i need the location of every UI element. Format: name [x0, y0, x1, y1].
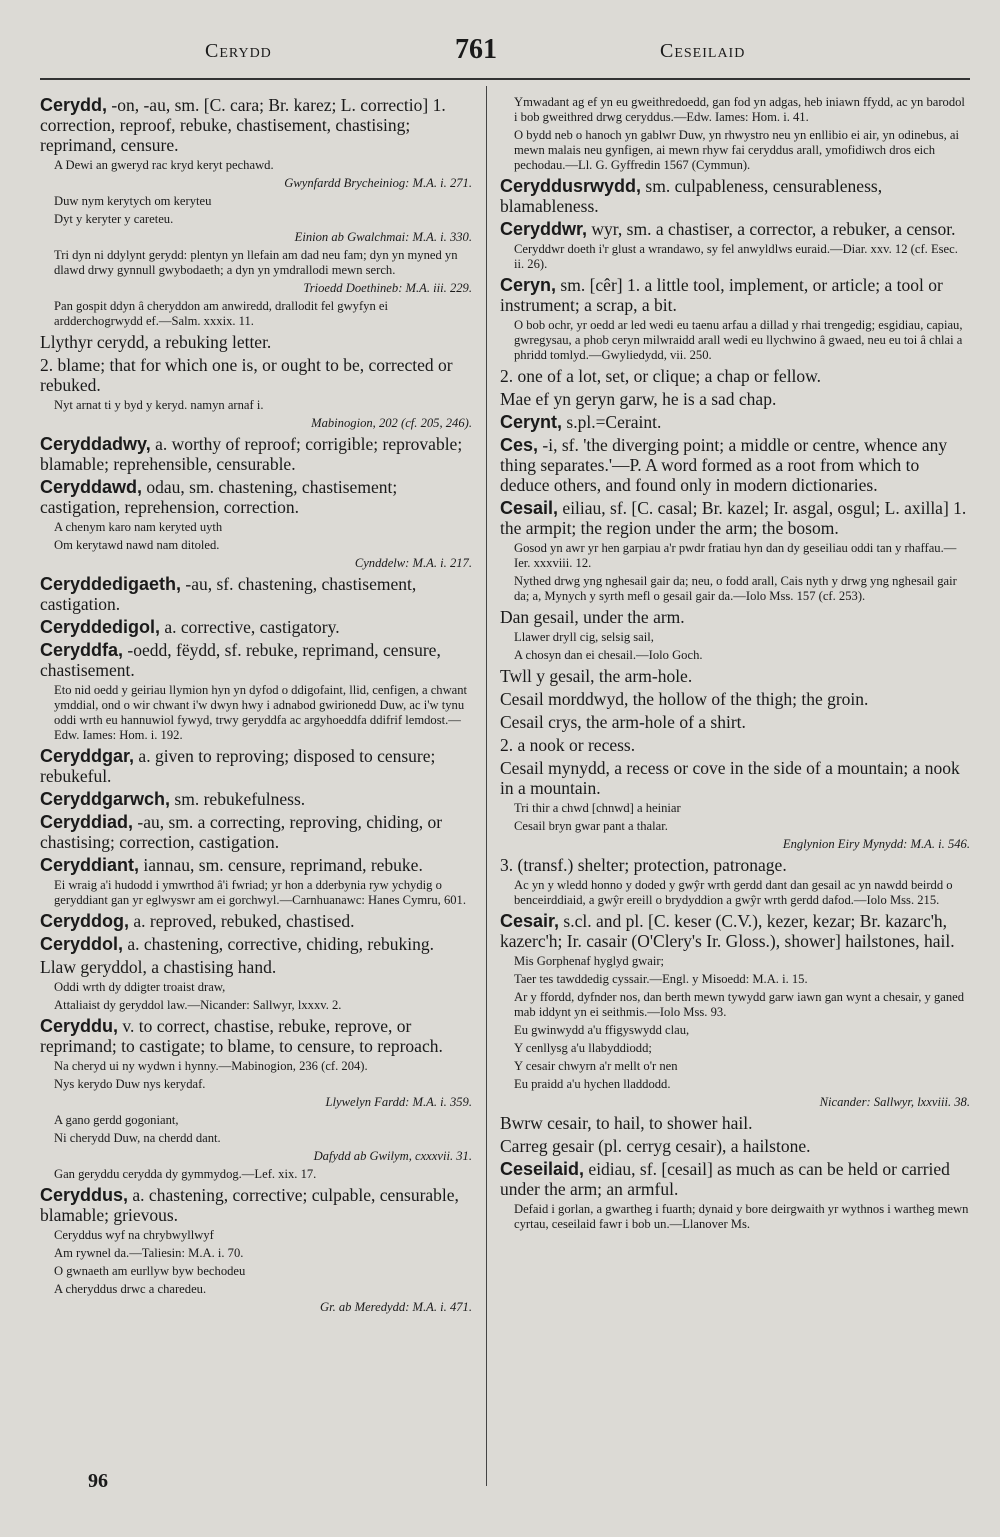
quotation: Nys kerydo Duw nys kerydaf.	[54, 1077, 206, 1091]
citation: Gwynfardd Brycheiniog: M.A. i. 271.	[284, 176, 472, 190]
citation: Dafydd ab Gwilym, cxxxvii. 31.	[313, 1149, 472, 1163]
headword: Ceryddwr,	[500, 219, 588, 239]
headword: Ceseilaid,	[500, 1159, 585, 1179]
entry-definition: -oedd, fëydd, sf. rebuke, reprimand, censure, chastisement.	[40, 640, 441, 680]
headword: Ceryddedigaeth,	[40, 574, 182, 594]
quotation: Ceryddwr doeth i'r glust a wrandawo, sy fel anwyldlws euraid.—Diar. xxv. 12 (cf. Esec. ii. 26).	[514, 242, 958, 271]
headword: Ceryddol,	[40, 934, 124, 954]
headword: Ceryddog,	[40, 911, 130, 931]
dictionary-entry	[40, 934, 472, 954]
headword: Ceryddus,	[40, 1185, 129, 1205]
dictionary-entry	[500, 498, 970, 538]
sub-sense: 2. blame; that for which one is, or ought to be, corrected or rebuked.	[40, 355, 453, 395]
headword: Ceryddfa,	[40, 640, 124, 660]
entry-definition: sm. [cêr] 1. a little tool, implement, or article; a tool or instrument; a scrap, a bit.	[500, 275, 943, 315]
entry-definition: sm. culpableness, censurableness, blamableness.	[500, 176, 883, 216]
citation: Gr. ab Meredydd: M.A. i. 471.	[319, 1300, 472, 1314]
quotation: Ar y ffordd, dyfnder nos, dan berth mewn tywydd garw iawn gan wynt a chesair, y ganed mab iddynt yn ei seithmis.—Iolo Mss. 93.	[514, 990, 965, 1019]
dictionary-entry	[40, 855, 472, 875]
running-head-right: Ceseilaid	[660, 40, 746, 62]
quotation: Eto nid oedd y geiriau llymion hyn yn dyfod o ddigofaint, llid, cenfigen, a chwant ymddial, ond o wir chwant i'w dwyn hwy i adnabod gwirionedd Duw, ac i'w tynu oddi wrth eu hannuwiol fywyd, trwy geryddfa ac argyhoeddfa ddifrif lemdost.—Edw. Iames: Hom. i. 192.	[54, 683, 468, 742]
quotation: Ni cherydd Duw, na cherdd dant.	[54, 1131, 221, 1145]
quotation: Duw nym kerytych om keryteu	[54, 194, 212, 208]
sub-sense: Llaw geryddol, a chastising hand.	[40, 957, 277, 977]
sub-sense: Llythyr cerydd, a rebuking letter.	[40, 332, 272, 352]
entry-definition: a. worthy of reproof; corrigible; reprovable; blamable; reprehensible, censurable.	[40, 434, 463, 474]
headword: Ceryn,	[500, 275, 557, 295]
quotation: A Dewi an gweryd rac kryd keryt pechawd.	[54, 158, 274, 172]
signature-number: 96	[88, 1470, 108, 1492]
dictionary-entry	[500, 412, 970, 432]
entry-definition: wyr, sm. a chastiser, a corrector, a rebuker, a censor.	[587, 219, 956, 239]
citation: Trioedd Doethineb: M.A. iii. 229.	[303, 281, 472, 295]
quotation: Dyt y keryter y careteu.	[54, 212, 174, 226]
quotation: Pan gospit ddyn â cheryddon am anwiredd, drallodit fel gwyfyn ei ardderchogrwydd ef.—Salm. xxxix. 11.	[54, 299, 389, 328]
headword: Ceryddu,	[40, 1016, 119, 1036]
sub-sense: Dan gesail, under the arm.	[500, 607, 685, 627]
entry-definition: a. chastening, corrective, chiding, rebuking.	[123, 934, 435, 954]
sub-sense: Twll y gesail, the arm-hole.	[500, 666, 693, 686]
citation: Nicander: Sallwyr, lxxviii. 38.	[819, 1095, 970, 1109]
quotation: Cesail bryn gwar pant a thalar.	[514, 819, 668, 833]
headword: Cerydd,	[40, 95, 108, 115]
quotation: Oddi wrth dy ddigter troaist draw,	[54, 980, 226, 994]
dictionary-entry	[500, 219, 970, 239]
quotation: Am rywnel da.—Taliesin: M.A. i. 70.	[54, 1246, 244, 1260]
dictionary-entry	[40, 1016, 472, 1056]
sub-sense: Cesail morddwyd, the hollow of the thigh; the groin.	[500, 689, 869, 709]
dictionary-entry	[40, 640, 472, 680]
entry-definition: -au, sf. chastening, chastisement, castigation.	[40, 574, 417, 614]
entry-definition: -on, -au, sm. [C. cara; Br. karez; L. correctio] 1. correction, reproof, rebuke, chastisement, chastising; reprimand, censure.	[40, 95, 446, 155]
headword: Cesail,	[500, 498, 559, 518]
headword: Ceryddgarwch,	[40, 789, 171, 809]
entry-definition: eidiau, sf. [cesail] as much as can be held or carried under the arm; an armful.	[500, 1159, 950, 1199]
entry-definition: a. corrective, castigatory.	[160, 617, 340, 637]
quotation: Ceryddus wyf na chrybwyllwyf	[54, 1228, 214, 1242]
quotation: Y cesair chwyrn a'r mellt o'r nen	[514, 1059, 678, 1073]
citation: Einion ab Gwalchmai: M.A. i. 330.	[294, 230, 472, 244]
dictionary-entry	[40, 95, 472, 155]
sub-sense: Cesail mynydd, a recess or cove in the side of a mountain; a nook in a mountain.	[500, 758, 960, 798]
quotation: Ymwadant ag ef yn eu gweithredoedd, gan fod yn adgas, heb iniawn ffydd, ac yn barodol i bob gweithred drwg ceryddus.—Edw. Iames: Hom. i. 41.	[514, 95, 965, 124]
quotation: Gosod yn awr yr hen garpiau a'r pwdr fratiau hyn dan dy geseiliau oddi tan y rhaffau.—Ier. xxxviii. 12.	[514, 541, 957, 570]
quotation: O bob ochr, yr oedd ar led wedi eu taenu arfau a dillad y rhai trengedig; esgidiau, capiau, gwregysau, a phob ceryn milwraidd arall wedi eu llychwino â gwaed, neu eu toi â chlai a phridd tomlyd.—Gwyliedydd, vii. 250.	[514, 318, 963, 362]
headword: Ceryddgar,	[40, 746, 135, 766]
sub-sense: 3. (transf.) shelter; protection, patronage.	[500, 855, 787, 875]
dictionary-entry	[40, 746, 472, 786]
citation: Llywelyn Fardd: M.A. i. 359.	[325, 1095, 472, 1109]
quotation: Ei wraig a'i hudodd i ymwrthod â'i fwriad; yr hon a dderbynia ryw ychydig o geryddiant gan yr eglwyswr am ei gorchwyl.—Carnhuanawc: Hanes Cymru, 601.	[54, 878, 466, 907]
quotation: Eu gwinwydd a'u ffigyswydd clau,	[514, 1023, 690, 1037]
entry-definition: sm. rebukefulness.	[170, 789, 306, 809]
quotation: A cheryddus drwc a charedeu.	[54, 1282, 207, 1296]
dictionary-entry	[40, 434, 472, 474]
sub-sense: Bwrw cesair, to hail, to shower hail.	[500, 1113, 753, 1133]
column-divider	[486, 86, 487, 1486]
quotation: Gan geryddu cerydda dy gymmydog.—Lef. xix. 17.	[54, 1167, 317, 1181]
dictionary-entry	[500, 1159, 970, 1199]
sub-sense: 2. a nook or recess.	[500, 735, 636, 755]
entry-definition: v. to correct, chastise, rebuke, reprove, or reprimand; to castigate; to blame, to censure, to reproach.	[40, 1016, 443, 1056]
headword: Ceryddiant,	[40, 855, 140, 875]
quotation: O bydd neb o hanoch yn gablwr Duw, yn rhwystro neu yn enllibio ei air, yn odinebus, ai mewn malais neu gynfigen, ai mewn rhyw fai ceryddus arall, ymofidiwch dros eich pechodau.—Ll. G. Gyffredin 1567 (Cymmun).	[514, 128, 959, 172]
headword: Ceryddadwy,	[40, 434, 151, 454]
quotation: Nyt arnat ti y byd y keryd. namyn arnaf i.	[54, 398, 264, 412]
quotation: Ac yn y wledd honno y doded y gwŷr wrth gerdd dant dan gesail ac yn nawdd beirdd o benceirddiaid, a gwŷr ereill o brydyddion a gwŷr wrth gerdd dafod.—Iolo Mss. 215.	[514, 878, 953, 907]
quotation: Nythed drwg yng nghesail gair da; neu, o fodd arall, Cais nyth y drwg yng nghesail gair da; a, Mynych y syrth mefl o gesail gair da.—Iolo Mss. 157 (cf. 253).	[514, 574, 957, 603]
entry-definition: iannau, sm. censure, reprimand, rebuke.	[139, 855, 423, 875]
dictionary-entry	[500, 911, 970, 951]
headword: Cerynt,	[500, 412, 563, 432]
quotation: Om kerytawd nawd nam ditoled.	[54, 538, 220, 552]
sub-sense: Cesail crys, the arm-hole of a shirt.	[500, 712, 746, 732]
dictionary-entry	[500, 176, 970, 216]
sub-sense: Carreg gesair (pl. cerryg cesair), a hailstone.	[500, 1136, 811, 1156]
quotation: Y cenllysg a'u llabyddiodd;	[514, 1041, 652, 1055]
page-number: 761	[455, 34, 497, 65]
entry-definition: s.pl.=Ceraint.	[562, 412, 662, 432]
quotation: Tri dyn ni ddylynt gerydd: plentyn yn llefain am dad neu fam; dyn yn myned yn dlawd drwy gynnull gwybodaeth; a dyn yn ymdrallodi mewn serch.	[54, 248, 458, 277]
citation: Englynion Eiry Mynydd: M.A. i. 546.	[782, 837, 970, 851]
headword: Ces,	[500, 435, 539, 455]
dictionary-entry	[40, 1185, 472, 1225]
headword: Ceryddiad,	[40, 812, 134, 832]
entry-definition: a. given to reproving; disposed to censure; rebukeful.	[40, 746, 436, 786]
dictionary-entry	[40, 477, 472, 517]
entry-definition: eiliau, sf. [C. casal; Br. kazel; Ir. asgal, osgul; L. axilla] 1. the armpit; the region under the arm; the bosom.	[500, 498, 967, 538]
dictionary-entry	[500, 275, 970, 315]
quotation: Mis Gorphenaf hyglyd gwair;	[514, 954, 665, 968]
sub-sense: Mae ef yn geryn garw, he is a sad chap.	[500, 389, 777, 409]
headword: Ceryddusrwydd,	[500, 176, 642, 196]
quotation: O gwnaeth am eurllyw byw bechodeu	[54, 1264, 246, 1278]
quotation: Eu praidd a'u hychen lladdodd.	[514, 1077, 671, 1091]
quotation: A gano gerdd gogoniant,	[54, 1113, 179, 1127]
quotation: Taer tes tawddedig cyssair.—Engl. y Misoedd: M.A. i. 15.	[514, 972, 808, 986]
entry-definition: -i, sf. 'the diverging point; a middle or centre, whence any thing separates.'—P. A word formed as a root from which to deduce others, and found only in modern dictionaries.	[500, 435, 948, 495]
dictionary-entry	[40, 574, 472, 614]
entry-definition: -au, sm. a correcting, reproving, chiding, or chastising; correction, castigation.	[40, 812, 443, 852]
quotation: Defaid i gorlan, a gwartheg i fuarth; dynaid y bore deirgwaith yr wythnos i wartheg mewn cyrtau, ceseilaid fawr i bob un.—Llanover Ms.	[514, 1202, 969, 1231]
dictionary-entry	[40, 789, 472, 809]
dictionary-entry	[500, 435, 970, 495]
left-column	[40, 92, 472, 1315]
citation: Cynddelw: M.A. i. 217.	[354, 556, 472, 570]
headword: Cesair,	[500, 911, 560, 931]
dictionary-entry	[40, 617, 472, 637]
quotation: Llawer dryll cig, selsig sail,	[514, 630, 654, 644]
headword: Ceryddawd,	[40, 477, 143, 497]
entry-definition: s.cl. and pl. [C. keser (C.V.), kezer, kezar; Br. kazarc'h, kazerc'h; Ir. casair (O'Clery's Ir. Gloss.), shower] hailstones, hail.	[500, 911, 955, 951]
header-rule	[40, 78, 970, 80]
dictionary-entry	[40, 812, 472, 852]
entry-definition: a. chastening, corrective; culpable, censurable, blamable; grievous.	[40, 1185, 459, 1225]
quotation: A chenym karo nam keryted uyth	[54, 520, 223, 534]
right-column	[500, 92, 970, 1232]
dictionary-entry	[40, 911, 472, 931]
entry-definition: a. reproved, rebuked, chastised.	[129, 911, 355, 931]
quotation: A chosyn dan ei chesail.—Iolo Goch.	[514, 648, 703, 662]
citation: Mabinogion, 202 (cf. 205, 246).	[311, 416, 472, 430]
quotation: Attaliaist dy geryddol law.—Nicander: Sallwyr, lxxxv. 2.	[54, 998, 342, 1012]
quotation: Na cheryd ui ny wydwn i hynny.—Mabinogion, 236 (cf. 204).	[54, 1059, 368, 1073]
entry-definition: odau, sm. chastening, chastisement; castigation, reprehension, correction.	[40, 477, 398, 517]
quotation: Tri thir a chwd [chnwd] a heiniar	[514, 801, 681, 815]
running-head-left: Cerydd	[205, 40, 272, 62]
sub-sense: 2. one of a lot, set, or clique; a chap or fellow.	[500, 366, 822, 386]
headword: Ceryddedigol,	[40, 617, 161, 637]
